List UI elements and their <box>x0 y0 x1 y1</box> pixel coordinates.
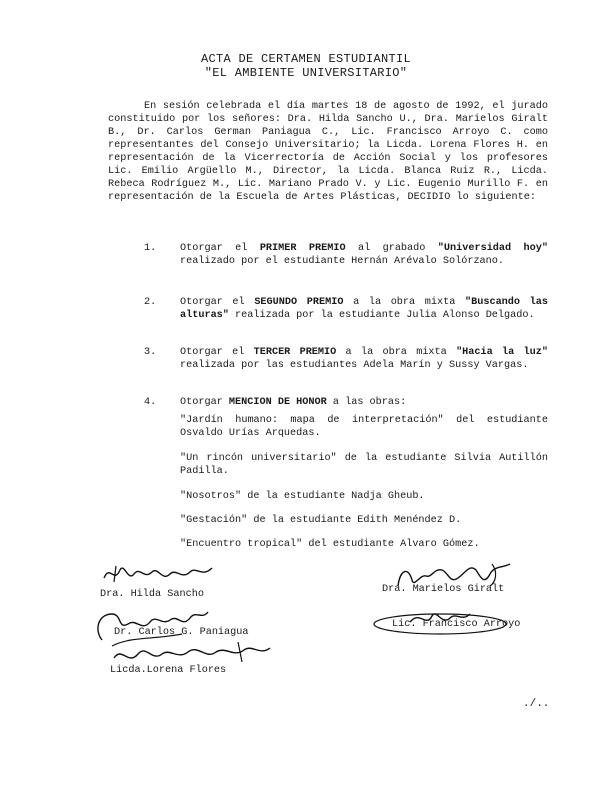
signer-name: Licda.Lorena Flores <box>110 665 227 676</box>
item-number: 4. <box>144 397 157 408</box>
item-text: Otorgar el TERCER PREMIO a la obra mixta "Hacia la luz" realizada por las estudiantes Adela Marín y Sussy Vargas. <box>180 347 548 372</box>
signer-name: Dra. Hilda Sancho <box>100 589 204 600</box>
intro-paragraph: En sesión celebrada el día martes 18 de agosto de 1992, el jurado constituido por los señores: Dra. Hilda Sancho U., Dra. Marielos Giralt B., Dr. Carlos German Paniagua C., Lic. Francisco Arroyo C. como representantes del Consejo Universitario; la Licda. Lorena Flores H. en representación de la Vicerrectoría de Acción Social y los profesores Lic. Emilio Argüello M., Director, la Licda. Blanca Ruiz R., Licda. Rebeca Rodríguez M., Lic. Mariano Prado V. y Lic. Eugenio Murillo F. en representación de la Escuela de Artes Plásticas, DECIDIO lo siguiente: <box>108 101 548 203</box>
item-number: 2. <box>144 297 157 308</box>
signer-name: Lic. Francisco Arroyo <box>392 619 521 630</box>
honor-mention: "Un rincón universitario" de la estudiante Silvia Autillón Padilla. <box>180 453 548 478</box>
honor-mention: "Nosotros" de la estudiante Nadja Gheub. <box>180 491 425 502</box>
item-number: 3. <box>144 347 157 358</box>
signature-hilda-sancho <box>100 560 220 592</box>
item-text: Otorgar el SEGUNDO PREMIO a la obra mixta "Buscando las alturas" realizada por la estudiante Julia Alonso Delgado. <box>180 297 549 322</box>
item-text: Otorgar MENCION DE HONOR a las obras: <box>180 397 407 408</box>
signer-name: Dr. Carlos G. Paniagua <box>114 627 249 638</box>
signer-name: Dra. Marielos Giralt <box>382 584 505 595</box>
document-subtitle: "EL AMBIENTE UNIVERSITARIO" <box>204 66 408 80</box>
item-text: Otorgar el PRIMER PREMIO al grabado "Universidad hoy" realizado por el estudiante Hernán Arévalo Solórzano. <box>180 243 548 268</box>
honor-mention: "Gestación" de la estudiante Edith Menéndez D. <box>180 515 462 526</box>
document-title: ACTA DE CERTAMEN ESTUDIANTIL <box>200 52 412 66</box>
page-continuation-mark: ./.. <box>523 698 550 710</box>
honor-mention: "Encuentro tropical" del estudiante Alvaro Gómez. <box>180 539 480 550</box>
item-number: 1. <box>144 243 157 254</box>
honor-mention: "Jardín humano: mapa de interpretación" del estudiante Osvaldo Urías Arquedas. <box>180 415 548 440</box>
